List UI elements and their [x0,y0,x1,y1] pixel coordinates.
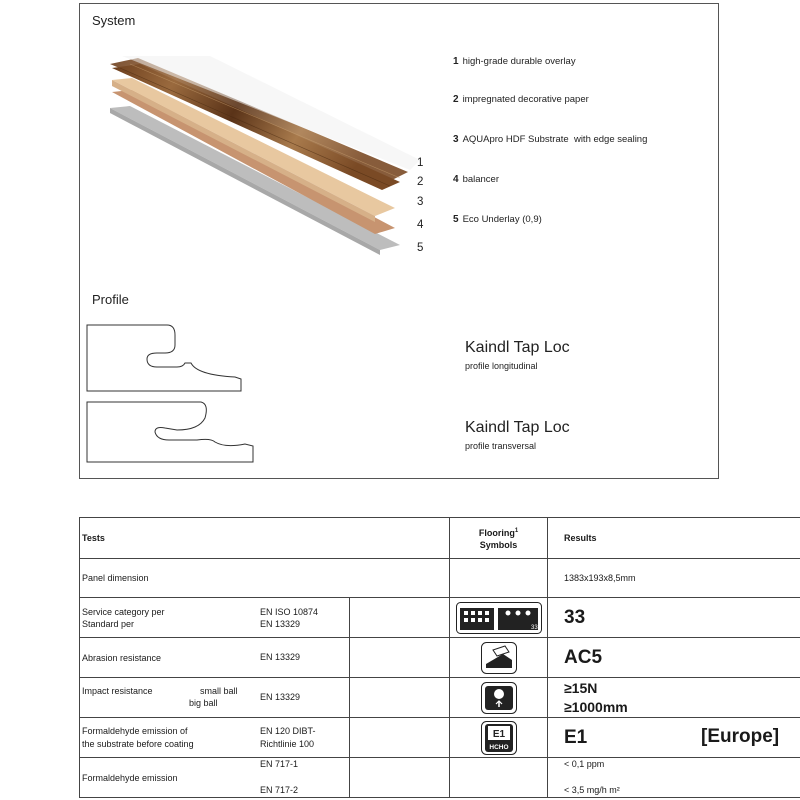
floor-layers-illustration [100,50,440,265]
layer-number-3: 3 [417,196,424,208]
profile-sub-transversal: profile transversal [465,441,537,451]
table-row [80,559,800,598]
layer-number-4: 4 [417,219,424,231]
impact-ball-icon [481,682,517,714]
tests-table [79,517,800,798]
layer-legend-5: 5 Eco Underlay (0,9) [453,214,542,225]
result-formaldehyde: < 0,1 ppm < 3,5 mg/h m² [548,758,800,798]
profile-name-longitudinal: Kaindl Tap Loc [465,339,570,356]
layer-number-5: 5 [417,242,424,254]
std-formaldehyde-substrate: EN 120 DIBT- Richtlinie 100 [260,726,316,749]
std-formaldehyde-1: EN 717-1 [260,759,299,769]
system-title: System [92,13,136,28]
result-region: [Europe] [701,726,780,747]
profile-transversal-drawing [85,400,260,466]
symbol-empty [450,559,548,598]
layer-number-2: 2 [417,176,424,188]
test-formaldehyde: Formaldehyde emission [80,758,350,798]
layer-legend-4: 4 balancer [453,174,500,185]
table-header-row [80,518,800,559]
profile-title: Profile [92,292,129,307]
layer-number-1: 1 [417,157,424,169]
std-impact: EN 13329 [260,692,301,702]
header-results: Results [548,518,800,559]
std-abrasion: EN 13329 [260,652,301,662]
test-formaldehyde-substrate: Formaldehyde emission of the substrate before coating [80,718,350,758]
test-service-category: Service category per Standard per [80,598,350,638]
test-panel-dimension: Panel dimension [80,559,450,598]
result-impact: ≥15N ≥1000mm [548,678,800,718]
svg-text:HCHO: HCHO [488,743,509,751]
result-formaldehyde-substrate: E1 [Europe] [548,718,800,758]
table-row [80,718,800,758]
commercial-residential-icon [456,602,542,634]
profile-sub-longitudinal: profile longitudinal [465,361,538,371]
test-impact: Impact resistance small ball big ball [80,678,350,718]
e1-hcho-icon [481,721,517,755]
header-tests: Tests [80,518,450,559]
svg-text:33: 33 [530,624,538,631]
impact-small-ball: small ball [200,686,238,696]
profile-name-transversal: Kaindl Tap Loc [465,419,570,436]
std-service-category: EN ISO 10874 EN 13329 [350,598,450,638]
result-service-category: 33 [548,598,800,638]
table-row [80,638,800,678]
test-abrasion: Abrasion resistance [80,638,350,678]
result-abrasion: AC5 [548,638,800,678]
table-row [80,598,800,638]
svg-text:E1: E1 [492,728,505,740]
abrasion-icon [481,642,517,674]
profile-longitudinal-drawing [85,323,250,395]
result-panel-dimension: 1383x193x8,5mm [548,559,800,598]
layer-legend-2: 2 impregnated decorative paper [453,94,589,105]
layer-legend-1: 1 high-grade durable overlay [453,56,576,67]
table-row [80,678,800,718]
header-symbols: Flooring$^1$ Symbols [450,518,548,559]
impact-big-ball: big ball [189,698,218,708]
std-formaldehyde-2: EN 717-2 [260,785,299,795]
layer-legend-3: 3 AQUApro HDF Substrate with edge sealing [453,134,648,145]
table-row [80,758,800,798]
